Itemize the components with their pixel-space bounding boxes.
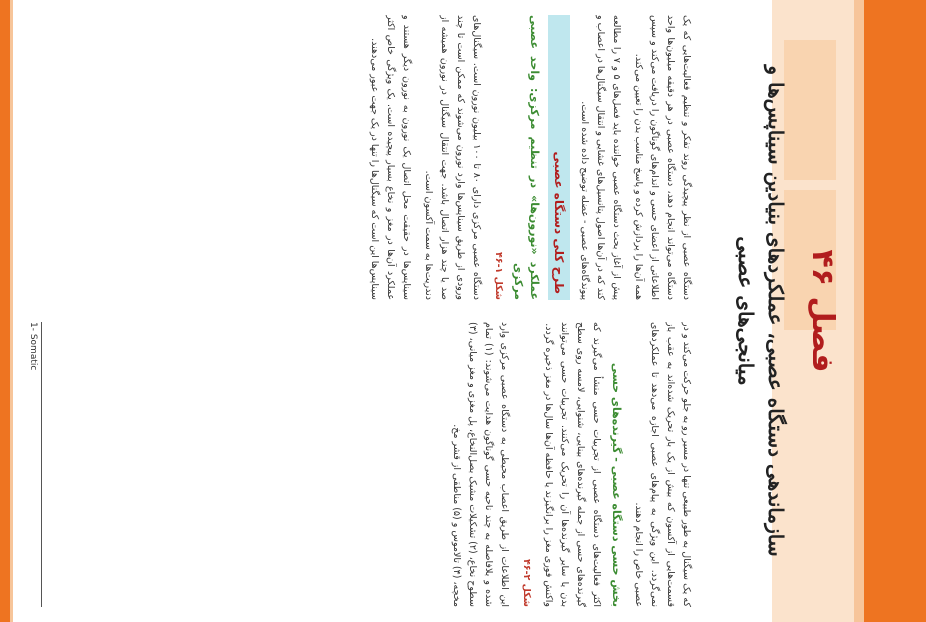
footnote-divider (41, 322, 42, 607)
paragraph: سیناپس‌ها در حقیقت محل اتصال یک نورون به نورون دیگر هستند و عملکرد آن‌ها در مغز و نخاع بسیار پیچیده است. یک ویژگی خاص اکثر سیناپس‌ها این است که سیگنال‌ها را تنها در یک جهت عبور می‌دهند. (369, 15, 412, 300)
paragraph (518, 322, 534, 607)
figure-reference: شکل ۱-۴۶ (493, 251, 504, 300)
page-edge-band (0, 0, 10, 622)
header-accent-band (854, 0, 864, 622)
paragraph: دستگاه عصبی از نظر پیچیدگی روند تفکر و تنظیم فعالیت‌هایی که یک دستگاه می‌تواند انجام دهد، دستگاه عصبی در هر دقیقه میلیون‌ها واحد اطلاعاتی از اعضای حسی و اندام‌های گوناگون را دریافت می‌کند و سپس همه آن‌ها را پردازش کرده و پاسخ مناسب بدن را تعیین می‌کند. (633, 15, 692, 300)
edge-accent (10, 0, 13, 622)
subsection-heading: عملکرد «نورون‌ها» در تنظیم مرکزی: واحد عصبی مرکزی (512, 15, 541, 300)
paragraph: اکثر فعالیت‌های دستگاه عصبی از تجربیات حسی منشأ می‌گیرند که گیرنده‌های حسی از جمله گیرنده‌های بینایی، شنوایی، لامسه روی سطح بدن یا سایر گیرنده‌ها آن را تحریک می‌کنند. تجربیات حسی می‌توانند واکنش فوری مغز را برانگیزند یا حافظه آن‌ها سال‌ها در مغز ذخیره گردد. (543, 322, 602, 607)
paragraph: که یک سیگنال به طور طبیعی تنها در مسیر رو به جلو حرکت می‌کند و در قسمت‌هایی از آکسون که بیش از یک بار تحریک شده‌اند به عقب باز نمی‌گردد. این ویژگی به پیام‌های عصبی اجازه می‌دهد تا عملکردهای عصبی خاص را انجام دهند. (633, 322, 692, 607)
paragraph: پیش از آغاز بحث دستگاه عصبی خواننده باید فصل‌های ۵ و ۷ را مطالعه کند که در آن‌ها اصول پتانسیل‌های غشایی و انتقال سیگنال‌ها در اعصاب و پیوندگاه‌های عصبی - عضله توضیح داده شده است. (579, 15, 622, 300)
subsection-heading: بخش حسی دستگاه عصبی - گیرنده‌های حسی (610, 362, 623, 607)
figure-reference: شکل ۲-۴۶ (521, 558, 532, 607)
text-column-left (54, 322, 694, 607)
footnote: 1- Somatic (28, 322, 38, 371)
paragraph: دستگاه عصبی مرکزی دارای ۸۰ تا ۱۰۰ بیلیون نورون است. سیگنال‌های ورودی از طریق سیناپس‌ها وارد نورون می‌شوند که ممکن است تا چند صد یا چند هزار اتصال باشد. جهت انتقال سیگنال در نورون همیشه از دندریت‌ها به سمت آکسون است. (423, 15, 482, 300)
paragraph: این اطلاعات از طریق اعصاب محیطی به دستگاه عصبی مرکزی وارد شده و بلافاصله به چند ناحیه حسی گوناگون هدایت می‌شوند: (۱) تمام سطوح نخاع، (۲) تشکیلات مشبک بصل‌النخاع، پل مغزی و مغز میانی، (۳) مخچه، (۴) تالاموس و (۵) مناطقی از قشر مخ. (451, 322, 510, 607)
section-heading-box: طرح کلی دستگاه عصبی (548, 15, 570, 300)
text-column-right (54, 15, 694, 300)
chapter-number: فصل ۴۶ (805, 249, 840, 373)
paragraph (490, 15, 506, 300)
header-band (864, 0, 926, 622)
chapter-title: سازماندهی دستگاه عصبی، عملکردهای بنیادین سیناپس‌ها و میانجی‌های عصبی (734, 65, 788, 557)
